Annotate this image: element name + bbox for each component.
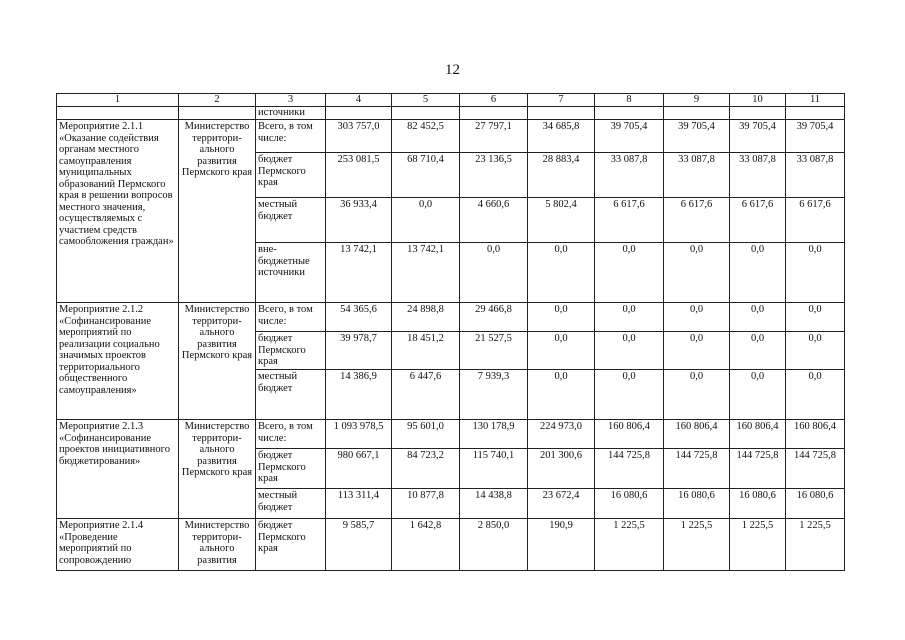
- table-row: [57, 519, 845, 571]
- value-cell: 160 806,4: [595, 420, 664, 449]
- header-row: [57, 94, 845, 107]
- value-cell: 1 225,5: [595, 519, 664, 571]
- value-cell: 115 740,1: [460, 449, 528, 489]
- column-header: 8: [595, 94, 664, 107]
- source-cell: вне-бюджетные источники: [256, 243, 326, 303]
- value-cell: 160 806,4: [730, 420, 786, 449]
- value-cell: 0,0: [730, 303, 786, 332]
- measure-name-cell: Мероприятие 2.1.3 «Софинансирование проектов инициативного бюджетирования»: [57, 420, 179, 519]
- value-cell: 0,0: [392, 198, 460, 243]
- value-cell: 0,0: [730, 370, 786, 420]
- measure-name-cell: Мероприятие 2.1.1 «Оказание содействия органам местного самоуправления муниципальных образований Пермского края в решении вопросов местного значения, осуществляемых с участием средств самообложения граждан»: [57, 120, 179, 303]
- value-cell: 0,0: [528, 370, 595, 420]
- value-cell: 6 617,6: [664, 198, 730, 243]
- value-cell: 0,0: [595, 243, 664, 303]
- source-cell: Всего, в том числе:: [256, 303, 326, 332]
- value-cell: 18 451,2: [392, 332, 460, 370]
- executor-cell: Министерство территори-ального развития Пермского края: [179, 120, 256, 303]
- value-cell: 0,0: [786, 243, 845, 303]
- value-cell: 39 705,4: [664, 120, 730, 153]
- value-cell: 0,0: [595, 370, 664, 420]
- value-cell: 2 850,0: [460, 519, 528, 571]
- value-cell: 33 087,8: [730, 153, 786, 198]
- value-cell: 0,0: [786, 332, 845, 370]
- source-cell: Всего, в том числе:: [256, 120, 326, 153]
- value-cell: 21 527,5: [460, 332, 528, 370]
- source-cell: источники: [256, 107, 326, 120]
- value-cell: 0,0: [595, 303, 664, 332]
- table-row: [57, 120, 845, 153]
- value-cell: 224 973,0: [528, 420, 595, 449]
- budget-table: [56, 93, 845, 571]
- value-cell: 14 438,8: [460, 489, 528, 519]
- value-cell: 84 723,2: [392, 449, 460, 489]
- value-cell: 36 933,4: [326, 198, 392, 243]
- value-cell: 16 080,6: [730, 489, 786, 519]
- source-cell: бюджет Пермского края: [256, 153, 326, 198]
- table-cell: [595, 107, 664, 120]
- value-cell: 6 617,6: [786, 198, 845, 243]
- column-header: 4: [326, 94, 392, 107]
- value-cell: 144 725,8: [664, 449, 730, 489]
- value-cell: 95 601,0: [392, 420, 460, 449]
- value-cell: 7 939,3: [460, 370, 528, 420]
- value-cell: 5 802,4: [528, 198, 595, 243]
- source-cell: местный бюджет: [256, 370, 326, 420]
- source-cell: бюджет Пермского края: [256, 332, 326, 370]
- column-header: 1: [57, 94, 179, 107]
- column-header: 2: [179, 94, 256, 107]
- value-cell: 28 883,4: [528, 153, 595, 198]
- value-cell: 4 660,6: [460, 198, 528, 243]
- table-row: [57, 303, 845, 332]
- value-cell: 14 386,9: [326, 370, 392, 420]
- column-header: 6: [460, 94, 528, 107]
- table-cell: [460, 107, 528, 120]
- value-cell: 0,0: [528, 303, 595, 332]
- value-cell: 68 710,4: [392, 153, 460, 198]
- value-cell: 13 742,1: [326, 243, 392, 303]
- value-cell: 0,0: [528, 243, 595, 303]
- value-cell: 34 685,8: [528, 120, 595, 153]
- column-header: 11: [786, 94, 845, 107]
- value-cell: 980 667,1: [326, 449, 392, 489]
- value-cell: 16 080,6: [786, 489, 845, 519]
- executor-cell: Министерство территори-ального развития: [179, 519, 256, 571]
- value-cell: 39 705,4: [730, 120, 786, 153]
- value-cell: 0,0: [528, 332, 595, 370]
- value-cell: 16 080,6: [595, 489, 664, 519]
- value-cell: 39 705,4: [595, 120, 664, 153]
- value-cell: 0,0: [786, 370, 845, 420]
- value-cell: 1 225,5: [730, 519, 786, 571]
- value-cell: 0,0: [664, 303, 730, 332]
- column-header: 3: [256, 94, 326, 107]
- value-cell: 39 978,7: [326, 332, 392, 370]
- value-cell: 24 898,8: [392, 303, 460, 332]
- value-cell: 1 225,5: [664, 519, 730, 571]
- value-cell: 33 087,8: [664, 153, 730, 198]
- value-cell: 33 087,8: [786, 153, 845, 198]
- value-cell: 29 466,8: [460, 303, 528, 332]
- table-cell: [392, 107, 460, 120]
- value-cell: 144 725,8: [730, 449, 786, 489]
- column-header: 5: [392, 94, 460, 107]
- value-cell: 0,0: [460, 243, 528, 303]
- source-cell: бюджет Пермского края: [256, 449, 326, 489]
- value-cell: 253 081,5: [326, 153, 392, 198]
- value-cell: 39 705,4: [786, 120, 845, 153]
- value-cell: 1 225,5: [786, 519, 845, 571]
- value-cell: 27 797,1: [460, 120, 528, 153]
- value-cell: 160 806,4: [664, 420, 730, 449]
- source-cell: местный бюджет: [256, 489, 326, 519]
- value-cell: 144 725,8: [595, 449, 664, 489]
- table-cell: [730, 107, 786, 120]
- value-cell: 13 742,1: [392, 243, 460, 303]
- value-cell: 201 300,6: [528, 449, 595, 489]
- value-cell: 144 725,8: [786, 449, 845, 489]
- column-header: 9: [664, 94, 730, 107]
- value-cell: 6 617,6: [595, 198, 664, 243]
- value-cell: 6 447,6: [392, 370, 460, 420]
- value-cell: 0,0: [730, 332, 786, 370]
- table-cell: [326, 107, 392, 120]
- column-header: 10: [730, 94, 786, 107]
- value-cell: 6 617,6: [730, 198, 786, 243]
- measure-name-cell: Мероприятие 2.1.4 «Проведение мероприятий по сопровождению: [57, 519, 179, 571]
- page-number: 12: [445, 62, 460, 78]
- source-cell: местный бюджет: [256, 198, 326, 243]
- table-cell: [528, 107, 595, 120]
- table-cell: [57, 107, 179, 120]
- value-cell: 1 093 978,5: [326, 420, 392, 449]
- value-cell: 0,0: [786, 303, 845, 332]
- source-cell: Всего, в том числе:: [256, 420, 326, 449]
- value-cell: 33 087,8: [595, 153, 664, 198]
- continuation-row: [57, 107, 845, 120]
- value-cell: 113 311,4: [326, 489, 392, 519]
- value-cell: 9 585,7: [326, 519, 392, 571]
- value-cell: 16 080,6: [664, 489, 730, 519]
- value-cell: 190,9: [528, 519, 595, 571]
- value-cell: 54 365,6: [326, 303, 392, 332]
- value-cell: 23 136,5: [460, 153, 528, 198]
- table-cell: [179, 107, 256, 120]
- column-header: 7: [528, 94, 595, 107]
- value-cell: 0,0: [664, 370, 730, 420]
- table-row: [57, 420, 845, 449]
- value-cell: 0,0: [595, 332, 664, 370]
- value-cell: 10 877,8: [392, 489, 460, 519]
- executor-cell: Министерство территори-ального развития Пермского края: [179, 420, 256, 519]
- table-cell: [664, 107, 730, 120]
- value-cell: 0,0: [664, 332, 730, 370]
- value-cell: 303 757,0: [326, 120, 392, 153]
- measure-name-cell: Мероприятие 2.1.2 «Софинансирование мероприятий по реализации социально значимых проектов территориального общественного самоуправления»: [57, 303, 179, 420]
- value-cell: 23 672,4: [528, 489, 595, 519]
- source-cell: бюджет Пермского края: [256, 519, 326, 571]
- value-cell: 0,0: [730, 243, 786, 303]
- value-cell: 1 642,8: [392, 519, 460, 571]
- table-cell: [786, 107, 845, 120]
- value-cell: 82 452,5: [392, 120, 460, 153]
- value-cell: 160 806,4: [786, 420, 845, 449]
- value-cell: 0,0: [664, 243, 730, 303]
- executor-cell: Министерство территори-ального развития Пермского края: [179, 303, 256, 420]
- value-cell: 130 178,9: [460, 420, 528, 449]
